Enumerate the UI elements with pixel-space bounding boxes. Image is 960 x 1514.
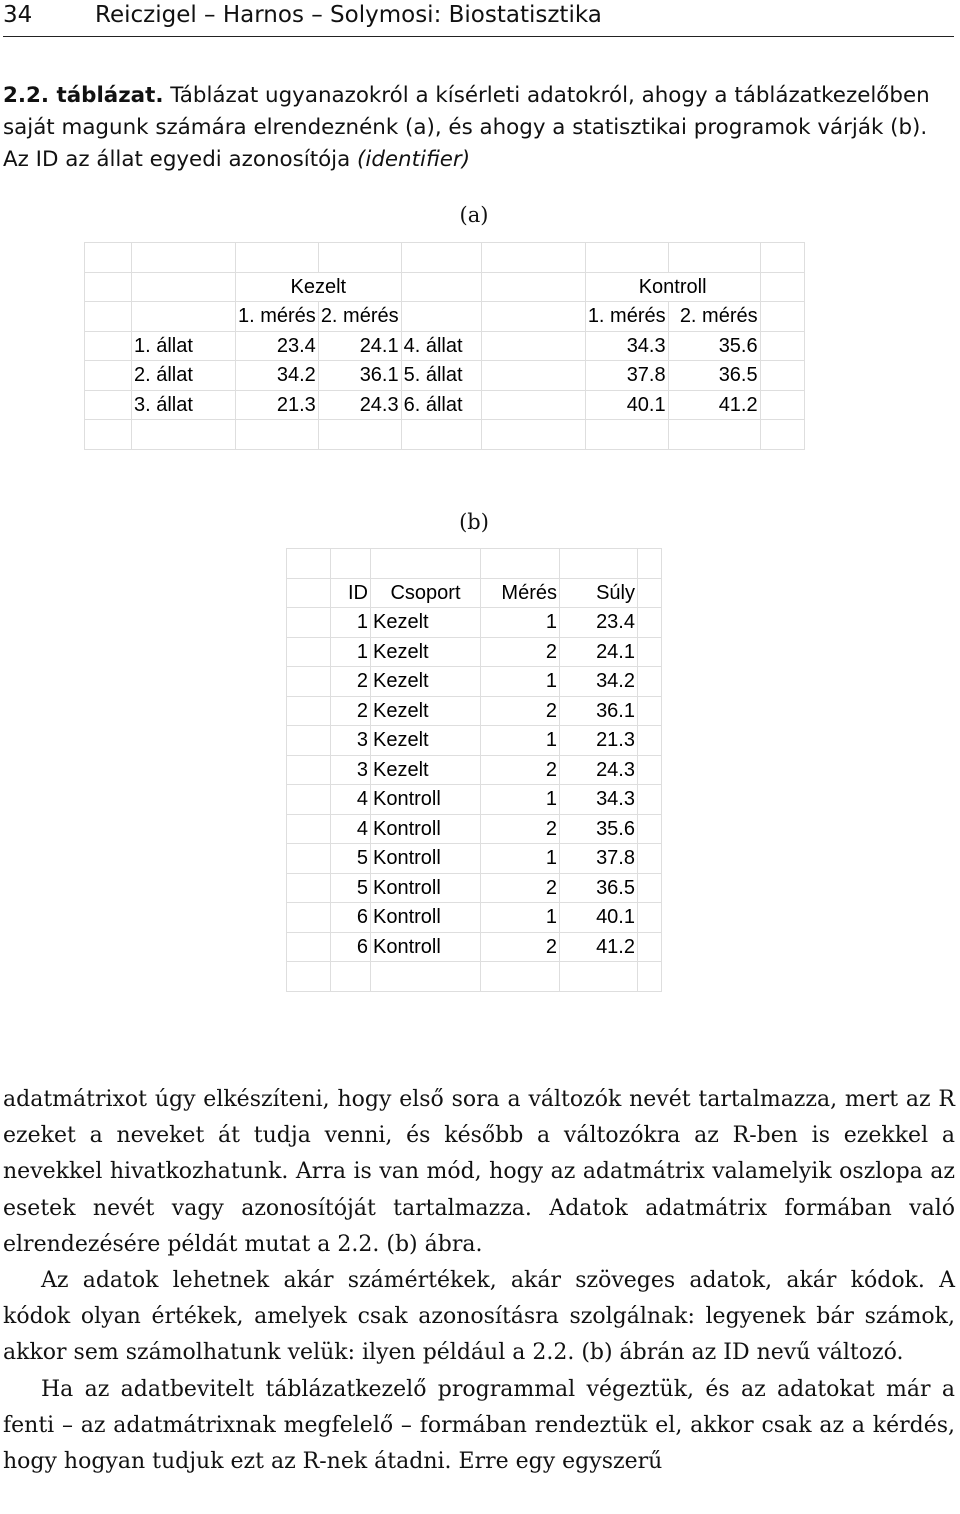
value-cell: 34.3: [585, 331, 668, 361]
table-cell: 34.2: [560, 667, 638, 697]
spreadsheet-a: [84, 242, 805, 450]
animal-label: 6. állat: [401, 390, 481, 420]
value-cell: 36.5: [668, 361, 760, 391]
table-cell: 4: [331, 814, 371, 844]
animal-label: 5. állat: [401, 361, 481, 391]
table-a: [84, 242, 805, 450]
paragraph: Az adatok lehetnek akár számértékek, akár szöveges adatok, akár kódok. A kódok olyan értékek, amelyek csak azonosításra szolgálnak: legyenek bár számok, akkor sem számolhatunk velük: ilyen például a 2.2. (b) ábrán az ID nevű változó.: [3, 1268, 955, 1366]
table-cell: Kezelt: [371, 726, 481, 756]
paragraph: adatmátrixot úgy elkészíteni, hogy első sora a változók nevét tartalmazza, mert az R ezeket a neveket át tudja venni, és később a változókra az R-ben is ezekkel a nevekkel hivatkozhatunk. Arra is van mód, hogy az adatmátrix valamelyik oszlopa az esetek nevét vagy azonosítóját tartalmazza. Adatok adatmátrix formában való elrendezésére példát mutat a 2.2. (b) ábra.: [3, 1087, 955, 1257]
table-cell: 24.1: [560, 637, 638, 667]
table-cell: Kezelt: [371, 637, 481, 667]
caption-label: 2.2. táblázat.: [3, 83, 164, 108]
table-row: [85, 243, 805, 273]
table-cell: 1: [331, 637, 371, 667]
table-cell: 21.3: [560, 726, 638, 756]
table-cell: 1: [481, 608, 560, 638]
table-cell: 36.5: [560, 873, 638, 903]
table-cell: Kezelt: [371, 667, 481, 697]
table-row: [85, 420, 805, 450]
spreadsheet-b: [286, 548, 662, 992]
table-cell: Kezelt: [371, 696, 481, 726]
value-cell: 21.3: [236, 390, 319, 420]
table-cell: 2: [481, 755, 560, 785]
kontroll-measure-1: 1. mérés: [585, 302, 668, 332]
table-cell: 5: [331, 844, 371, 874]
kezelt-measure-2: 2. mérés: [318, 302, 401, 332]
group-kezelt: Kezelt: [236, 272, 402, 302]
column-header: Mérés: [481, 578, 560, 608]
table-row: [85, 331, 805, 361]
caption-text: Táblázat ugyanazokról a kísérleti adatokról, ahogy a táblázatkezelőben saját magunk számára elrendeznénk (a), és ahogy a statisztikai programok várják (b). Az ID az állat egyedi azonosítója: [3, 83, 930, 172]
table-cell: 24.3: [560, 755, 638, 785]
column-header: ID: [331, 578, 371, 608]
table-cell: 41.2: [560, 932, 638, 962]
table-cell: 35.6: [560, 814, 638, 844]
table-row: [85, 272, 805, 302]
animal-label: 4. állat: [401, 331, 481, 361]
table-cell: 1: [481, 667, 560, 697]
table-caption: [3, 80, 955, 176]
value-cell: 41.2: [668, 390, 760, 420]
table-row: [287, 608, 662, 638]
table-cell: Kezelt: [371, 755, 481, 785]
table-row: [287, 785, 662, 815]
value-cell: 34.2: [236, 361, 319, 391]
page-header: [3, 0, 954, 37]
table-cell: Kontroll: [371, 785, 481, 815]
table-cell: 36.1: [560, 696, 638, 726]
table-cell: 34.3: [560, 785, 638, 815]
paragraph: Ha az adatbevitelt táblázatkezelő programmal végeztük, és az adatokat már a fenti – az adatmátrixnak megfelelő – formában rendeztük el, akkor csak az a kérdés, hogy hogyan tudjuk ezt az R-nek átadni. Erre egy egyszerű: [3, 1376, 955, 1475]
column-header: Csoport: [371, 578, 481, 608]
table-b-body: [287, 608, 662, 962]
column-header: Súly: [560, 578, 638, 608]
table-cell: 2: [481, 814, 560, 844]
table-cell: 2: [481, 696, 560, 726]
table-cell: 4: [331, 785, 371, 815]
table-cell: 2: [331, 696, 371, 726]
table-cell: 23.4: [560, 608, 638, 638]
table-row: [85, 302, 805, 332]
running-title: Reiczigel – Harnos – Solymosi: Biostatisztika: [95, 2, 602, 28]
body-text: [3, 1082, 955, 1480]
table-cell: 2: [481, 637, 560, 667]
table-cell: Kontroll: [371, 844, 481, 874]
table-row: [287, 962, 662, 992]
animal-label: 3. állat: [132, 390, 236, 420]
table-row: [287, 549, 662, 579]
value-cell: 24.3: [318, 390, 401, 420]
table-row: [287, 726, 662, 756]
table-cell: Kontroll: [371, 903, 481, 933]
table-cell: Kontroll: [371, 932, 481, 962]
table-cell: 3: [331, 755, 371, 785]
table-row: [287, 696, 662, 726]
table-row: [287, 903, 662, 933]
table-cell: 1: [481, 785, 560, 815]
value-cell: 36.1: [318, 361, 401, 391]
table-row: [85, 361, 805, 391]
table-row: [287, 667, 662, 697]
table-cell: 40.1: [560, 903, 638, 933]
value-cell: 37.8: [585, 361, 668, 391]
value-cell: 24.1: [318, 331, 401, 361]
table-cell: 5: [331, 873, 371, 903]
table-cell: Kezelt: [371, 608, 481, 638]
table-cell: 1: [481, 844, 560, 874]
table-header-row: [287, 578, 662, 608]
value-cell: 35.6: [668, 331, 760, 361]
table-cell: 1: [331, 608, 371, 638]
table-cell: 37.8: [560, 844, 638, 874]
table-cell: 2: [331, 667, 371, 697]
table-cell: 6: [331, 932, 371, 962]
table-cell: 6: [331, 903, 371, 933]
table-cell: 3: [331, 726, 371, 756]
subtable-b-label: (b): [459, 510, 489, 534]
table-row: [287, 755, 662, 785]
table-cell: 1: [481, 903, 560, 933]
table-cell: Kontroll: [371, 873, 481, 903]
animal-label: 1. állat: [132, 331, 236, 361]
table-b: [286, 548, 662, 992]
table-cell: 2: [481, 873, 560, 903]
page-number: 34: [3, 2, 33, 28]
group-kontroll: Kontroll: [585, 272, 760, 302]
table-cell: 2: [481, 932, 560, 962]
table-row: [287, 844, 662, 874]
table-row: [287, 873, 662, 903]
table-cell: Kontroll: [371, 814, 481, 844]
table-row: [85, 390, 805, 420]
value-cell: 40.1: [585, 390, 668, 420]
value-cell: 23.4: [236, 331, 319, 361]
caption-emphasis: (identifier): [357, 147, 471, 172]
table-cell: 1: [481, 726, 560, 756]
table-row: [287, 637, 662, 667]
table-row: [287, 932, 662, 962]
animal-label: 2. állat: [132, 361, 236, 391]
kontroll-measure-2: 2. mérés: [668, 302, 760, 332]
kezelt-measure-1: 1. mérés: [236, 302, 319, 332]
table-row: [287, 814, 662, 844]
subtable-a-label: (a): [459, 203, 489, 227]
